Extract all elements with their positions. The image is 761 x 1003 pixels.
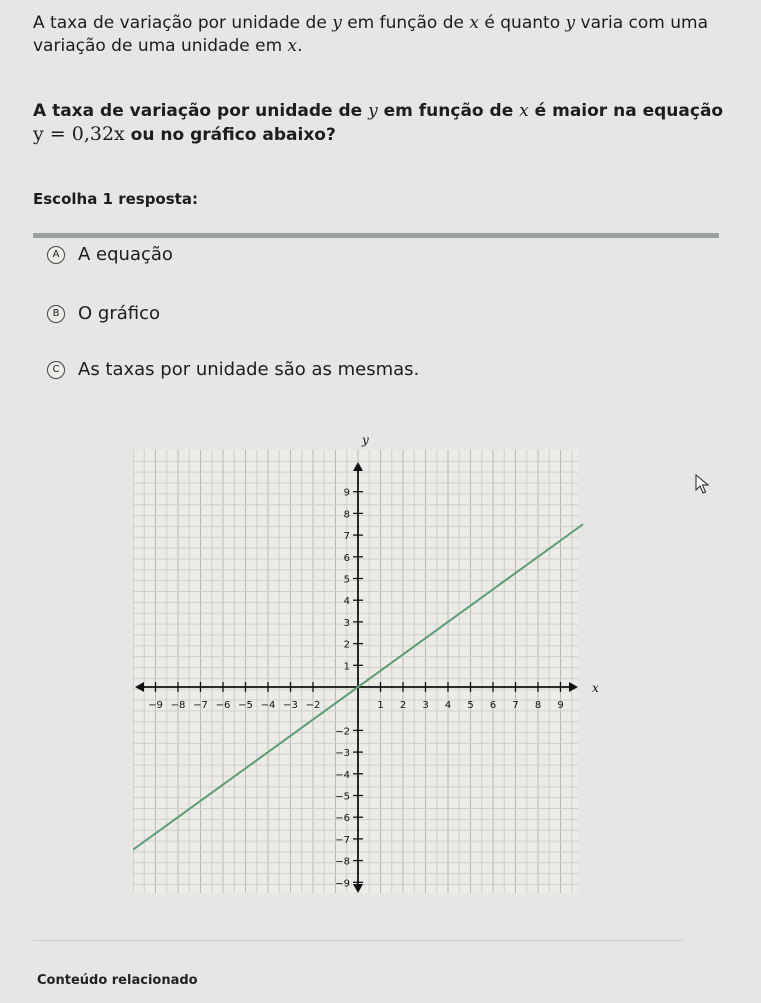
y-tick-label: −7 (335, 834, 350, 846)
y-tick-label: 5 (343, 574, 350, 586)
x-tick-label: 7 (512, 700, 519, 711)
option-c-radio[interactable]: C (47, 361, 65, 379)
x-tick-label: 8 (534, 700, 542, 711)
x-tick-label: −4 (260, 700, 276, 711)
y-tick-label: −5 (335, 791, 350, 803)
option-b-radio[interactable]: B (47, 305, 65, 323)
option-b-label: O gráfico (78, 303, 160, 324)
intro-text: A taxa de variação por unidade de y em função de x é quanto y varia com uma variação de uma unidade em x. (33, 13, 708, 56)
x-tick-label: −8 (170, 700, 186, 711)
y-tick-label: 2 (343, 639, 350, 651)
x-tick-label: 9 (557, 700, 564, 711)
x-tick-label: −7 (193, 700, 208, 711)
x-tick-label: 1 (377, 700, 384, 711)
y-tick-label: 7 (343, 531, 350, 543)
x-tick-label: 4 (444, 700, 452, 711)
x-tick-label: 2 (399, 700, 407, 711)
x-tick-label: 6 (489, 700, 497, 711)
option-c[interactable] (47, 359, 419, 380)
x-tick-label: −2 (305, 700, 321, 711)
equation: y = 0,32x (33, 123, 125, 145)
x-tick-label: −3 (283, 700, 298, 711)
option-b[interactable] (47, 303, 160, 324)
x-tick-label: 3 (422, 700, 429, 711)
choose-prompt: Escolha 1 resposta: (33, 190, 198, 208)
y-tick-label: −2 (335, 726, 350, 738)
y-tick-label: −6 (335, 813, 350, 825)
option-a[interactable] (47, 244, 173, 265)
y-tick-label: 6 (343, 552, 350, 564)
x-tick-label: −9 (148, 700, 163, 711)
y-tick-label: −8 (335, 856, 350, 868)
y-tick-label: −4 (335, 769, 350, 781)
y-tick-label: 3 (343, 617, 350, 629)
option-a-label: A equação (78, 244, 173, 265)
footer-divider (33, 940, 683, 941)
divider (33, 233, 719, 238)
graph (133, 428, 603, 897)
option-a-radio[interactable]: A (47, 246, 65, 264)
y-tick-label: 4 (343, 596, 350, 608)
question-text: A taxa de variação por unidade de y em função de x é maior na equação y = 0,32x ou no gráfico abaixo? (33, 101, 724, 145)
x-axis-label: x (592, 681, 599, 695)
x-tick-label: −5 (238, 700, 253, 711)
plot-background (133, 450, 578, 893)
mouse-pointer-icon (695, 474, 709, 498)
y-tick-label: 9 (343, 487, 350, 499)
related-content-heading: Conteúdo relacionado (37, 973, 198, 988)
x-tick-label: −6 (215, 700, 231, 711)
option-c-label: As taxas por unidade são as mesmas. (78, 359, 420, 380)
line-graph (133, 428, 603, 893)
y-axis-label: y (362, 433, 369, 447)
y-tick-label: −9 (335, 878, 350, 890)
y-tick-label: 8 (343, 509, 350, 521)
y-tick-label: 1 (343, 661, 350, 673)
y-tick-label: −3 (335, 748, 350, 760)
x-tick-label: 5 (467, 700, 474, 711)
